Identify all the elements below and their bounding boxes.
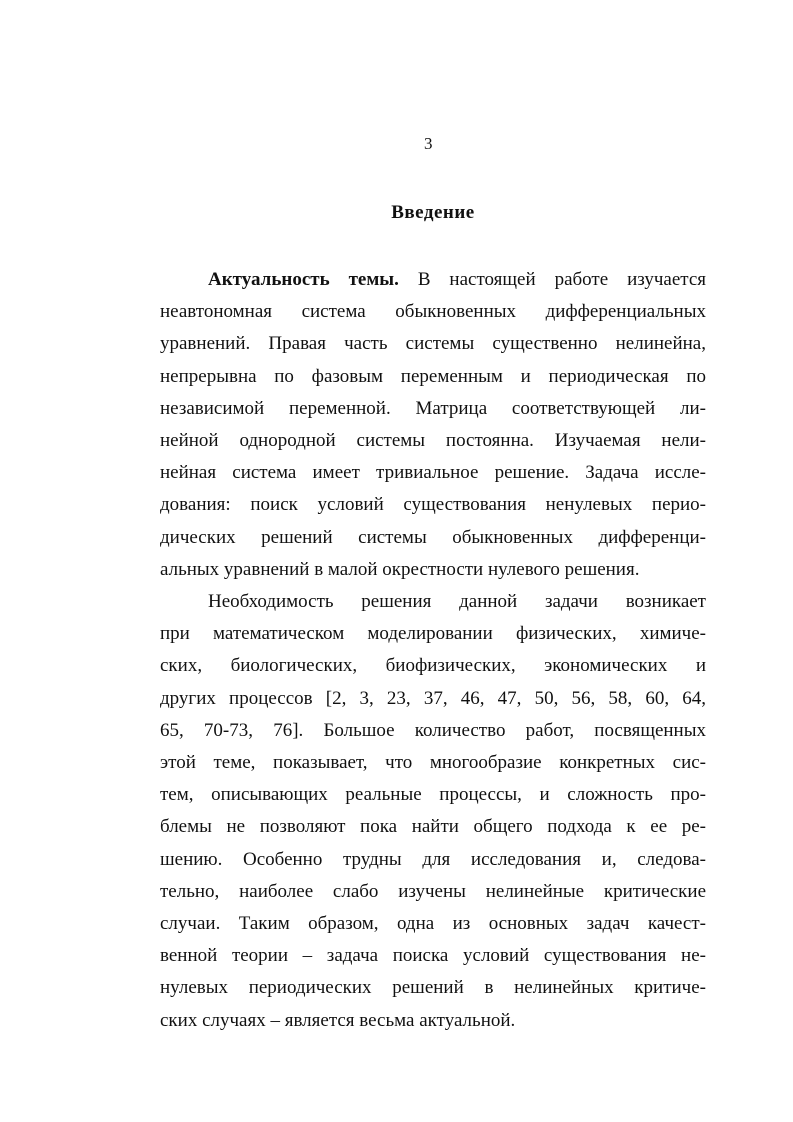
paragraph-1-line: неавтономная система обыкновенных дифференциальных <box>160 301 706 323</box>
paragraph-1-bold-lead: Актуальность темы. <box>208 269 399 290</box>
section-heading: Введение <box>391 202 475 223</box>
paragraph-1-line: дических решений системы обыкновенных дифференци- <box>160 526 706 548</box>
paragraph-1-line: нейная система имеет тривиальное решение. Задача иссле- <box>160 462 706 484</box>
paragraph-2-line: тем, описывающих реальные процессы, и сложность про- <box>160 784 706 806</box>
paragraph-2-line: блемы не позволяют пока найти общего подхода к ее ре- <box>160 816 706 838</box>
paragraph-1-line: Актуальность темы. В настоящей работе изучается <box>208 269 706 290</box>
paragraph-2-line: при математическом моделировании физических, химиче- <box>160 623 706 645</box>
paragraph-1-line: дования: поиск условий существования ненулевых перио- <box>160 494 706 516</box>
paragraph-2-line: этой теме, показывает, что многообразие конкретных сис- <box>160 752 706 774</box>
body-text <box>160 264 706 1037</box>
paragraph-2-line: нулевых периодических решений в нелинейных критиче- <box>160 977 706 999</box>
paragraph-1-line: уравнений. Правая часть системы существенно нелинейна, <box>160 333 706 355</box>
paragraph-1-line: нейной однородной системы постоянна. Изучаемая нели- <box>160 430 706 452</box>
paragraph-2-line: 65, 70-73, 76]. Большое количество работ, посвященных <box>160 719 706 741</box>
paragraph-2-line: тельно, наиболее слабо изучены нелинейные критические <box>160 880 706 902</box>
paragraph-1-line: независимой переменной. Матрица соответствующей ли- <box>160 397 706 419</box>
paragraph-2-line: других процессов [2, 3, 23, 37, 46, 47, 50, 56, 58, 60, 64, <box>160 687 706 709</box>
paragraph-2-line: Необходимость решения данной задачи возникает <box>208 591 706 613</box>
paragraph-2-line: ских, биологических, биофизических, экономических и <box>160 655 706 677</box>
paragraph-2-line: случаи. Таким образом, одна из основных задач качест- <box>160 913 706 935</box>
paragraph-1-line: непрерывна по фазовым переменным и периодическая по <box>160 365 706 387</box>
page-number: 3 <box>424 134 433 153</box>
paragraph-1-line: альных уравнений в малой окрестности нулевого решения. <box>160 558 640 580</box>
paragraph-2-line: шению. Особенно трудны для исследования и, следова- <box>160 848 706 870</box>
paragraph-2-line: венной теории – задача поиска условий существования не- <box>160 945 706 967</box>
paragraph-2-line: ских случаях – является весьма актуальной. <box>160 1009 516 1031</box>
